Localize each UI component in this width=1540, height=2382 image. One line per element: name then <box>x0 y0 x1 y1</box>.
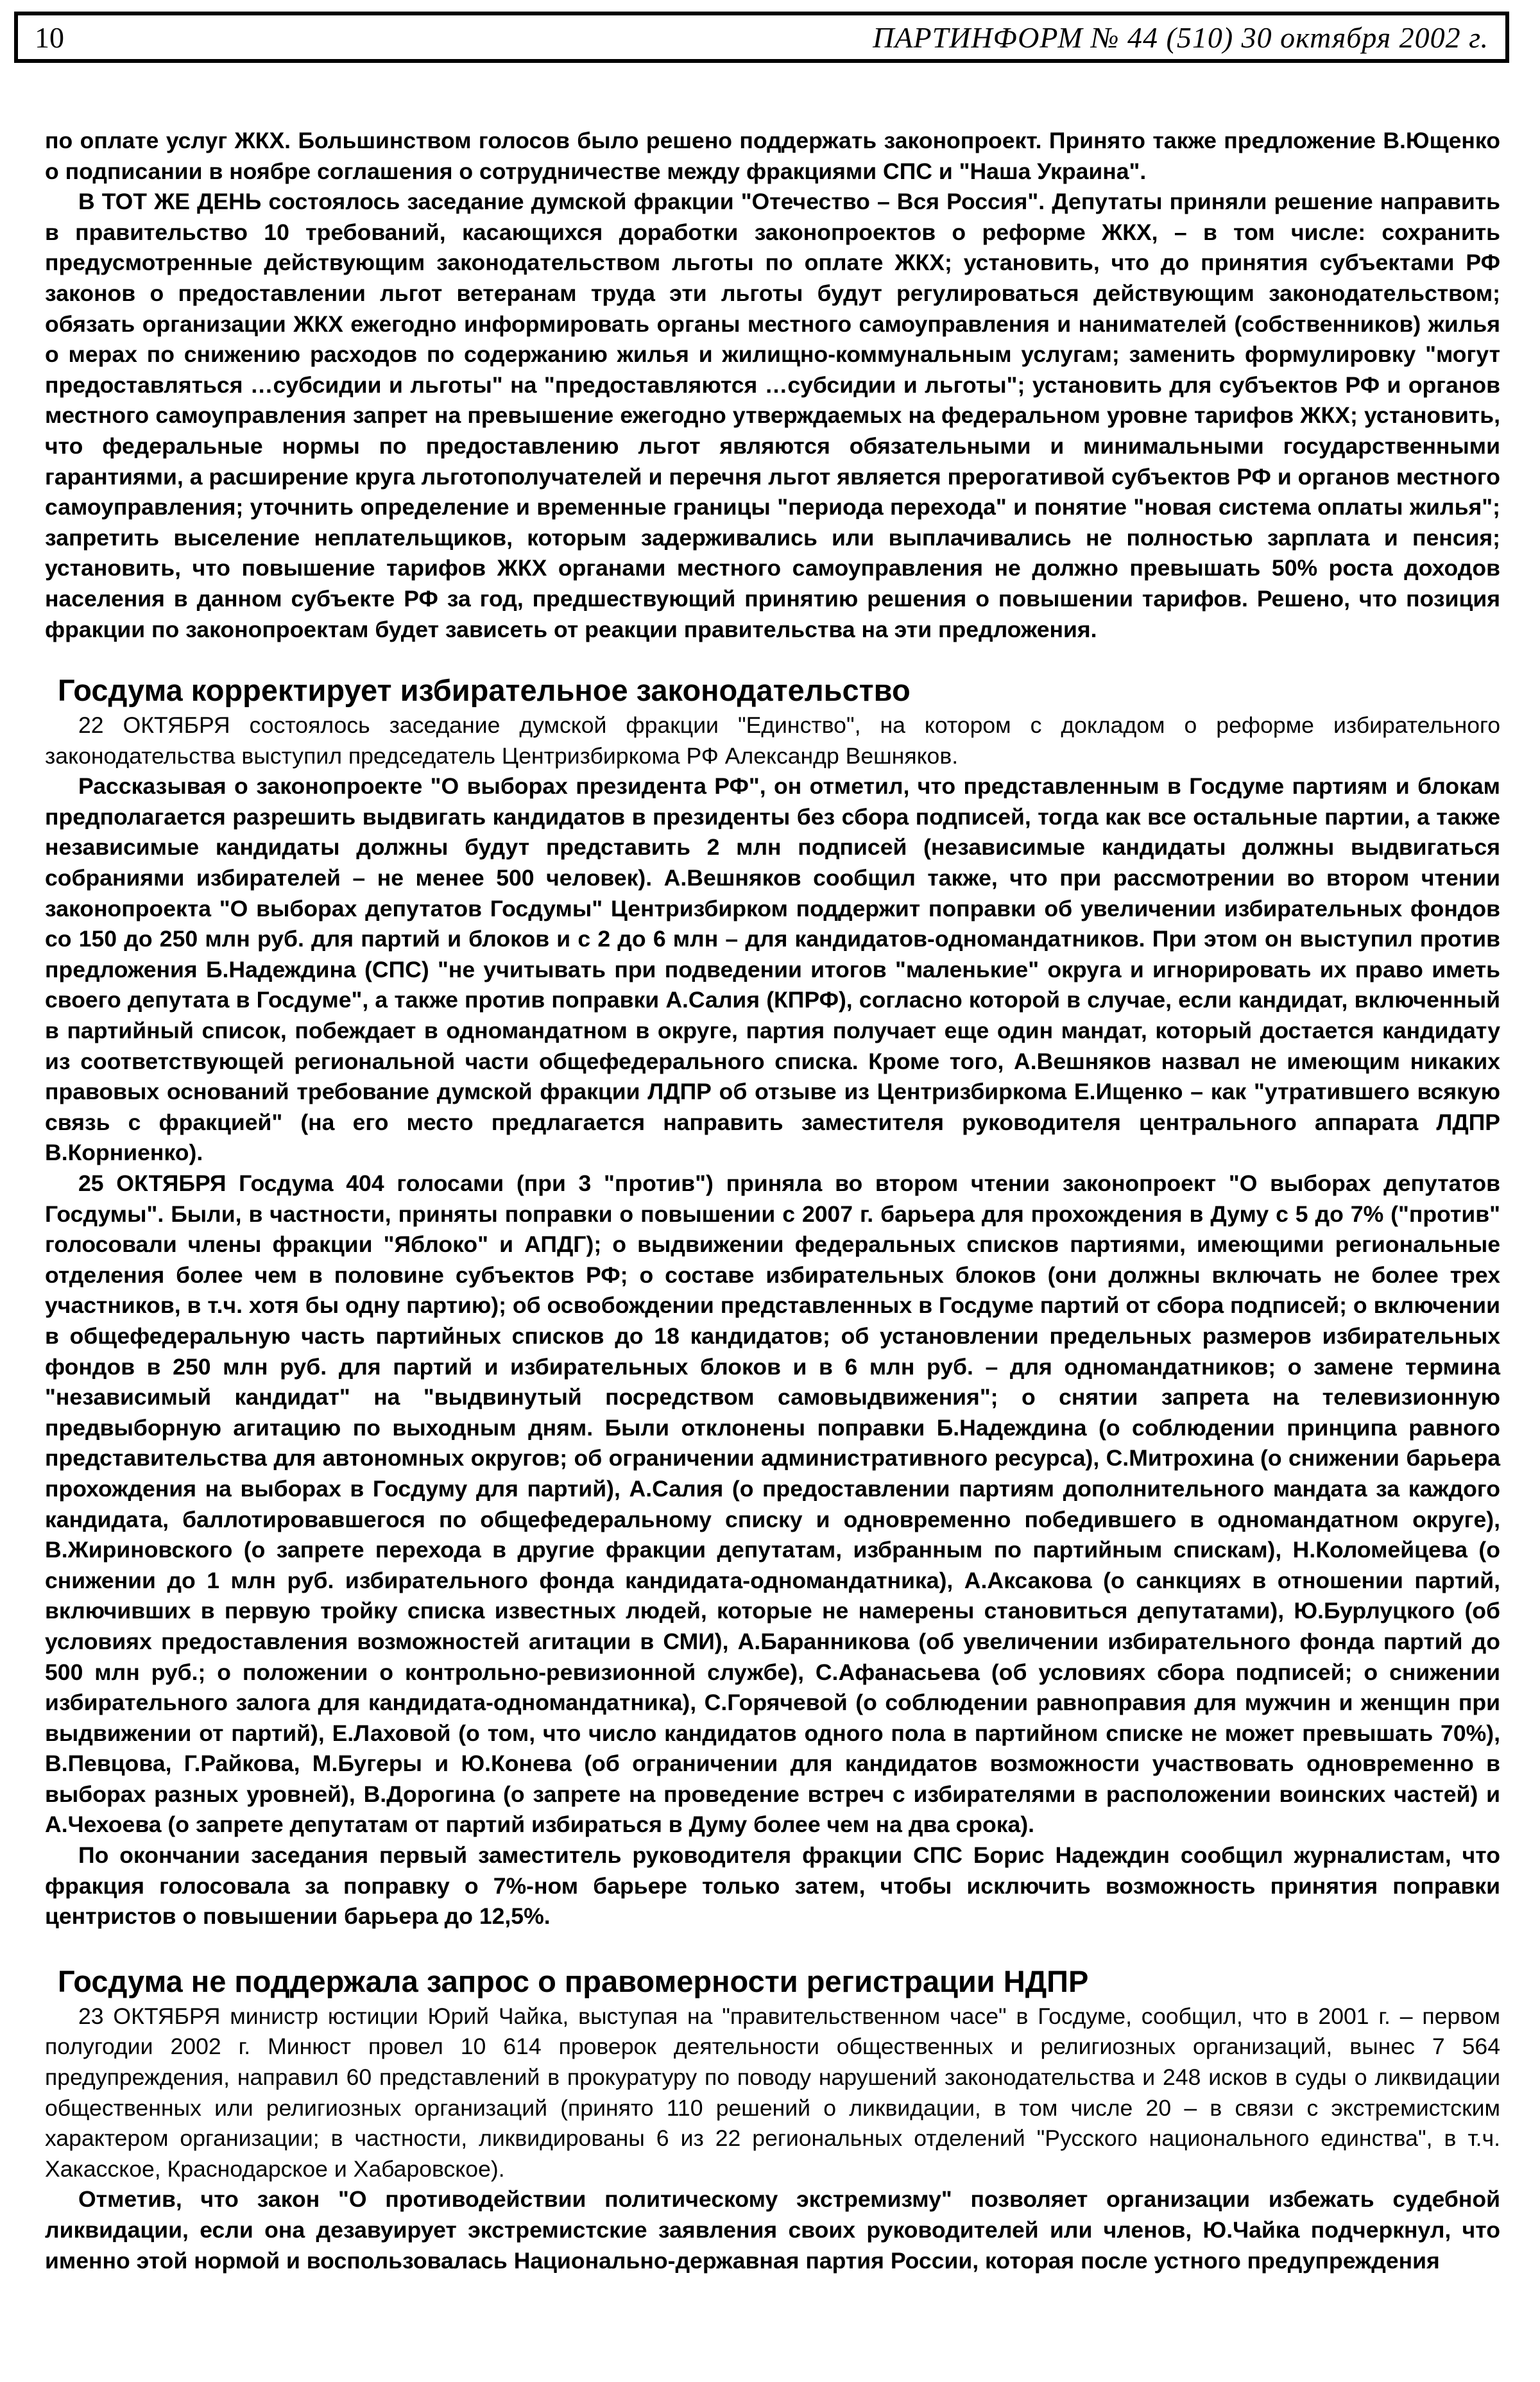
section-electoral-law <box>45 671 1500 1932</box>
publication-title: ПАРТИНФОРМ № 44 (510) 30 октября 2002 г. <box>873 21 1489 54</box>
paragraph: 25 ОКТЯБРЯ Госдума 404 голосами (при 3 "против") приняла во втором чтении законопроект "О выборах депутатов Госдумы". Были, в частности, приняты поправки о повышении с 2007 г. барьера для прохождения в Думу с 5 до 7% ("против" голосовали члены фракции "Яблоко" и АПДГ); о выдвижении федеральных списков партиями, имеющими региональные отделения более чем в половине субъектов РФ; о составе избирательных блоков (они должны включать не более трех участников, в т.ч. хотя бы одну партию); об освобождении представленных в Госдуме партий от сбора подписей; о включении в общефедеральную часть партийных списков до 18 кандидатов; об установлении предельных размеров избирательных фондов в 250 млн руб. для партий и избирательных блоков и в 6 млн руб. – для одномандатников; о замене термина "независимый кандидат" на "выдвинутый посредством самовыдвижения"; о снятии запрета на телевизионную предвыборную агитацию по выходным дням. Были отклонены поправки Б.Надеждина (о соблюдении принципа равного представительства для автономных округов; об ограничении административного ресурса), С.Митрохина (о снижении барьера прохождения на выборах в Госдуму для партий), А.Салия (о предоставлении партиям дополнительного мандата за каждого кандидата, баллотировавшегося по общефедеральному списку и одновременно победившего в одномандатном округе), В.Жириновского (о запрете перехода в другие фракции депутатам, избранным по партийным спискам), Н.Коломейцева (о снижении до 1 млн руб. избирательного фонда кандидата-одномандатника), А.Аксакова (о санкциях в отношении партий, включивших в первую тройку списка известных людей, которые не намерены становиться депутатами), Ю.Бурлуцкого (об условиях предоставления возможностей агитации в СМИ), А.Баранникова (об увеличении избирательного фонда партий до 500 млн руб.; о положении о контрольно-ревизионной службе), С.Афанасьева (об условиях сбора подписей; о снижении избирательного залога для кандидата-одномандатника), С.Горячевой (о соблюдении равноправия для мужчин и женщин при выдвижении от партий), Е.Лаховой (о том, что число кандидатов одного пола в партийном списке не может превышать 70%), В.Певцова, Г.Райкова, М.Бугеры и Ю.Конева (об ограничении для кандидатов возможности участвовать одновременно в выборах разных уровней), В.Дорогина (о запрете на проведение встреч с избирателями в расположении воинских частей) и А.Чехоева (о запрете депутатам от партий избираться в Думу более чем на два срока). <box>45 1170 1500 1838</box>
paragraph: 23 ОКТЯБРЯ министр юстиции Юрий Чайка, выступая на "правительственном часе" в Госдуме, сообщил, что в 2001 г. – первом полугодии 2002 г. Минюст провел 10 614 проверок деятельности общественных и религиозных организаций, вынес 7 564 предупреждения, направил 60 представлений в прокуратуру по поводу нарушений законодательства и 248 исков в суды о ликвидации общественных или религиозных организаций (принято 110 решений о ликвидации, в том числе 20 – в связи с экстремистским характером организации; в частности, ликвидированы 6 из 22 региональных отделений "Русского национального единства", в т.ч. Хакасское, Краснодарское и Хабаровское). <box>45 2003 1500 2182</box>
date-lead: В ТОТ ЖЕ ДЕНЬ <box>78 189 262 215</box>
section-heading: Госдума не поддержала запрос о правомерности регистрации НДПР <box>58 1964 1089 1998</box>
paragraph: 22 ОКТЯБРЯ состоялось заседание думской фракции "Единство", на котором с докладом о реформе избирательного законодательства выступил председатель Центризбиркома РФ Александр Вешняков. <box>45 712 1500 769</box>
page-header <box>14 12 1509 63</box>
paragraph: В ТОТ ЖЕ ДЕНЬ состоялось заседание думской фракции "Отечество – Вся Россия". Депутаты приняли решение направить в правительство 10 требований, касающихся доработки законопроектов о реформе ЖКХ, – в том числе: сохранить предусмотренные действующим законодательством льготы по оплате ЖКХ; установить, что до принятия субъектами РФ законов о предоставлении льгот ветеранам труда эти льготы будут регулироваться действующим законодательством; обязать организации ЖКХ ежегодно информировать органы местного самоуправления и нанимателей (собственников) жилья о мерах по снижению расходов по содержанию жилья и жилищно-коммунальным услугам; заменить формулировку "могут предоставляться …субсидии и льготы" на "предоставляются …субсидии и льготы"; установить для субъектов РФ и органов местного самоуправления запрет на превышение ежегодно утверждаемых на федеральном уровне тарифов ЖКХ; установить, что федеральные нормы по предоставлению льгот являются обязательными и минимальными государственными гарантиями, а расширение круга льготополучателей и перечня льгот является прерогативой субъектов РФ и органов местного самоуправления; уточнить определение и временные границы "периода перехода" и понятие "новая система оплаты жилья"; запретить выселение неплательщиков, которым задерживались или выплачивались не полностью зарплата и пенсия; установить, что повышение тарифов ЖКХ органами местного самоуправления не должно превышать 50% роста доходов населения в данном субъекте РФ за год, предшествующий принятию решения о повышении тарифов. Решено, что позиция фракции по законопроектам будет зависеть от реакции правительства на эти предложения. <box>45 189 1501 642</box>
article-content <box>45 126 1500 2276</box>
paragraph: Рассказывая о законопроекте "О выборах президента РФ", он отметил, что представленным в Госдуме партиям и блокам предполагается разрешить выдвигать кандидатов в президенты без сбора подписей, тогда как все остальные партии, а также независимые кандидаты должны будут представить 2 млн подписей (независимые кандидаты должны выдвигаться собраниями избирателей – не менее 500 человек). А.Вешняков сообщил также, что при рассмотрении во втором чтении законопроекта "О выборах депутатов Госдумы" Центризбирком поддержит поправки об увеличении избирательных фондов со 150 до 250 млн руб. для партий и блоков и с 2 до 6 млн – для кандидатов-одномандатников. При этом он выступил против предложения Б.Надеждина (СПС) "не учитывать при подведении итогов "маленькие" округа и игнорировать их право иметь своего депутата в Госдуме", а также против поправки А.Салия (КПРФ), согласно которой в случае, если кандидат, включенный в партийный список, побеждает в одномандатном в округе, партия получает еще один мандат, который достается кандидату из соответствующей региональной части общефедерального списка. Кроме того, А.Вешняков назвал не имеющим никаких правовых оснований требование думской фракции ЛДПР об отзыве из Центризбиркома Е.Ищенко – как "утратившего всякую связь с фракцией" (на его место предлагается направить заместителя руководителя центрального аппарата ЛДПР В.Корниенко). <box>45 773 1500 1166</box>
page-number: 10 <box>35 21 64 54</box>
paragraph: По окончании заседания первый заместитель руководителя фракции СПС Борис Надеждин сообщил журналистам, что фракция голосовала за поправку о 7%-ном барьере только затем, чтобы исключить возможность принятия поправки центристов о повышении барьера до 12,5%. <box>45 1842 1500 1930</box>
paragraph: по оплате услуг ЖКХ. Большинством голосов было решено поддержать законопроект. Принято также предложение В.Ющенко о подписании в ноябре соглашения о сотрудничестве между фракциями СПС и "Наша Украина". <box>45 128 1500 184</box>
section-heading: Госдума корректирует избирательное законодательство <box>58 673 911 708</box>
section-housing-reform <box>45 126 1500 645</box>
paragraph: Отметив, что закон "О противодействии политическому экстремизму" позволяет организации избежать судебной ликвидации, если она дезавуирует экстремистские заявления своих руководителей или членов, Ю.Чайка подчеркнул, что именно этой нормой и воспользовалась Национально-державная партия России, которая после устного предупреждения <box>45 2186 1500 2274</box>
section-ndpr-registration <box>45 1962 1500 2276</box>
